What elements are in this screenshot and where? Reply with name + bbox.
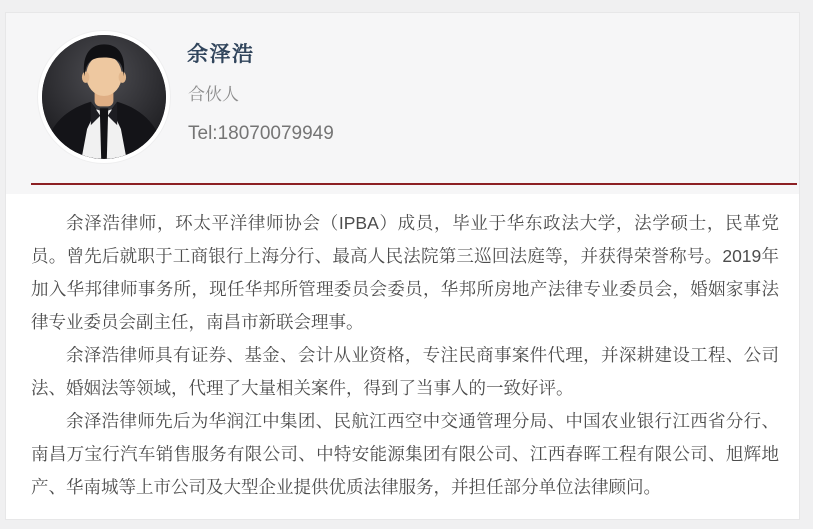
avatar [38, 31, 170, 163]
profile-header [6, 13, 799, 194]
profile-phone: Tel:18070079949 [188, 123, 334, 144]
profile-name: 余泽浩 [187, 43, 255, 66]
profile-title: 合伙人 [188, 85, 239, 104]
profile-card [5, 12, 800, 520]
section-divider [31, 183, 797, 185]
bio-paragraph: 余泽浩律师，环太平洋律师协会（IPBA）成员，毕业于华东政法大学，法学硕士，民革党员。曾先后就职于工商银行上海分行、最高人民法院第三巡回法庭等，并获得荣誉称号。2019年加入华邦律师事务所，现任华邦所管理委员会委员，华邦所房地产法律专业委员会，婚姻家事法律专业委员会副主任，南昌市新联会理事。 [31, 213, 779, 332]
bio-section [6, 194, 799, 519]
bio-paragraph: 余泽浩律师具有证券、基金、会计从业资格，专注民商事案件代理，并深耕建设工程、公司法、婚姻法等领域，代理了大量相关案件，得到了当事人的一致好评。 [31, 345, 779, 398]
bio-paragraph: 余泽浩律师先后为华润江中集团、民航江西空中交通管理分局、中国农业银行江西省分行、南昌万宝行汽车销售服务有限公司、中特安能源集团有限公司、江西春晖工程有限公司、旭辉地产、华南城等上市公司及大型企业提供优质法律服务，并担任部分单位法律顾问。 [31, 411, 779, 497]
portrait-photo [42, 35, 166, 159]
